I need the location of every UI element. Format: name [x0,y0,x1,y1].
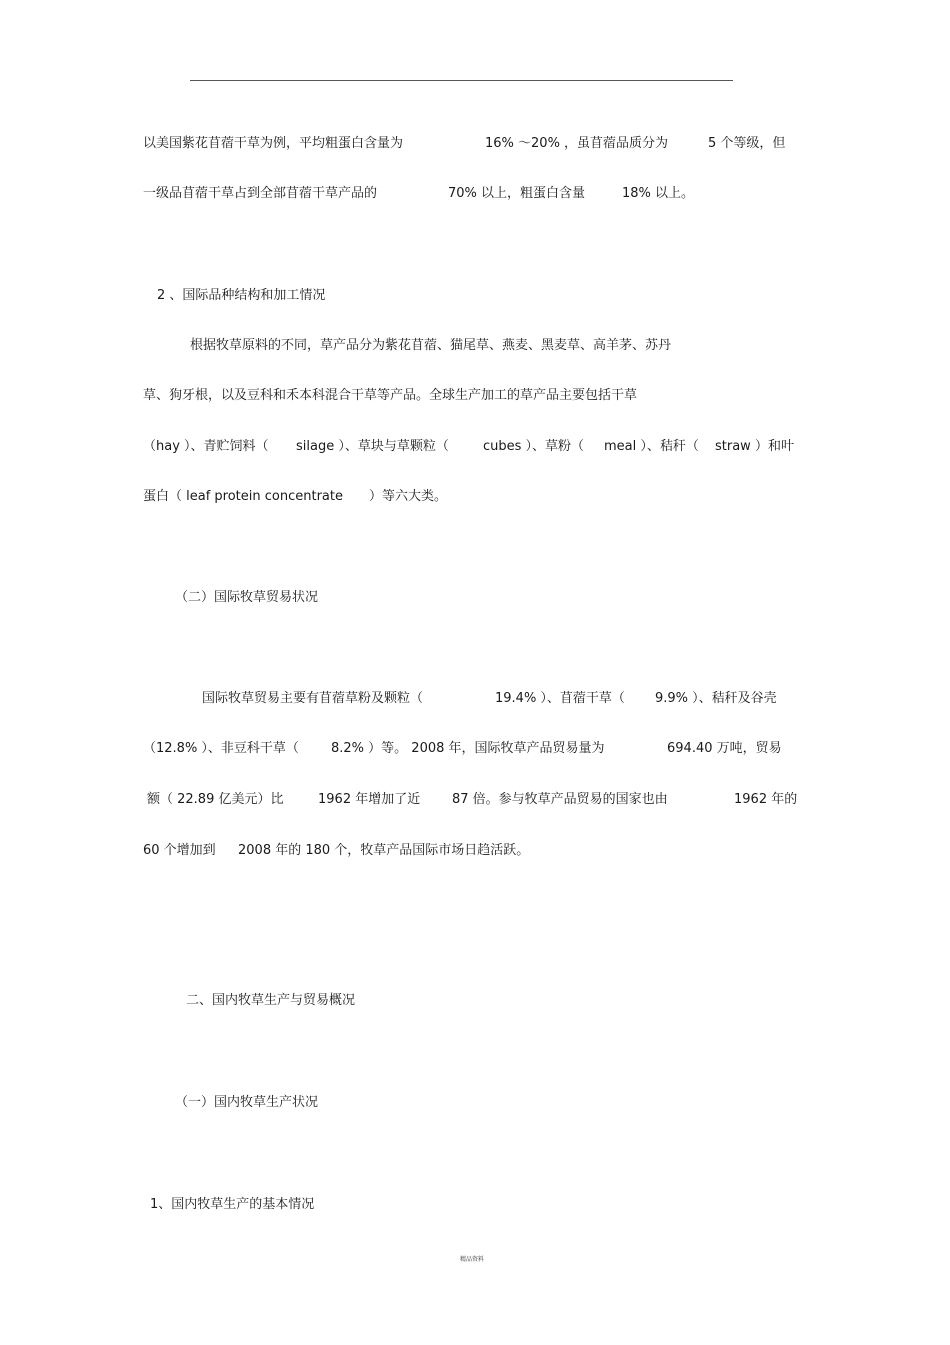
subsection-trade-heading: （二）国际牧草贸易状况 [175,590,319,605]
section-2-heading: 2 、国际品种结构和加工情况 [157,288,326,303]
text-segment: 5 个等级，但 [708,136,786,151]
subsection-domestic-heading: （一）国内牧草生产状况 [175,1095,319,1110]
text-segment: 9.9% ）、秸秆及谷壳 [655,691,777,706]
text-segment: 694.40 万吨，贸易 [667,741,782,756]
text-segment: （12.8% ）、非豆科干草（ [143,741,299,756]
paragraph-2-line-1: 根据牧草原料的不同，草产品分为紫花苜蓿、猫尾草、燕麦、黑麦草、高羊茅、苏丹 [190,338,672,353]
text-segment: （hay ）、青贮饲料（ [143,439,269,454]
paragraph-2-line-2: 草、狗牙根，以及豆科和禾本科混合干草等产品。全球生产加工的草产品主要包括干草 [143,388,638,403]
page-footer: 精品资料 [460,1256,485,1263]
text-segment: meal ）、秸秆（ [604,439,699,454]
text-segment: 87 倍。参与牧草产品贸易的国家也由 [452,792,668,807]
text-segment: 1962 年的 [734,792,798,807]
text-segment: 蛋白（ leaf protein concentrate [143,489,343,504]
text-segment: cubes ）、草粉（ [483,439,585,454]
text-segment: 70% 以上，粗蛋白含量 [448,186,586,201]
text-segment: silage ）、草块与草颗粒（ [296,439,449,454]
section-domestic-1-heading: 1、国内牧草生产的基本情况 [150,1197,315,1212]
text-segment: 1962 年增加了近 [318,792,421,807]
section-domestic-heading: 二、国内牧草生产与贸易概况 [186,993,356,1008]
text-segment: 8.2% ）等。 2008 年，国际牧草产品贸易量为 [331,741,605,756]
text-segment: 国际牧草贸易主要有苜蓿草粉及颗粒（ [202,691,424,706]
text-segment: 一级品苜蓿干草占到全部苜蓿干草产品的 [143,186,378,201]
text-segment: 2008 年的 180 个，牧草产品国际市场日趋活跃。 [238,843,530,858]
text-segment: straw ）和叶 [715,439,794,454]
text-segment: 18% 以上。 [622,186,695,201]
text-segment: 16% ～20% ，虽苜蓿品质分为 [485,136,669,151]
text-segment: 以美国紫花苜蓿干草为例，平均粗蛋白含量为 [143,136,404,151]
text-segment: 60 个增加到 [143,843,216,858]
text-segment: 19.4% ）、苜蓿干草（ [495,691,625,706]
header-rule [190,80,733,81]
text-segment: 额（ 22.89 亿美元）比 [147,792,284,807]
text-segment: ）等六大类。 [369,489,448,504]
